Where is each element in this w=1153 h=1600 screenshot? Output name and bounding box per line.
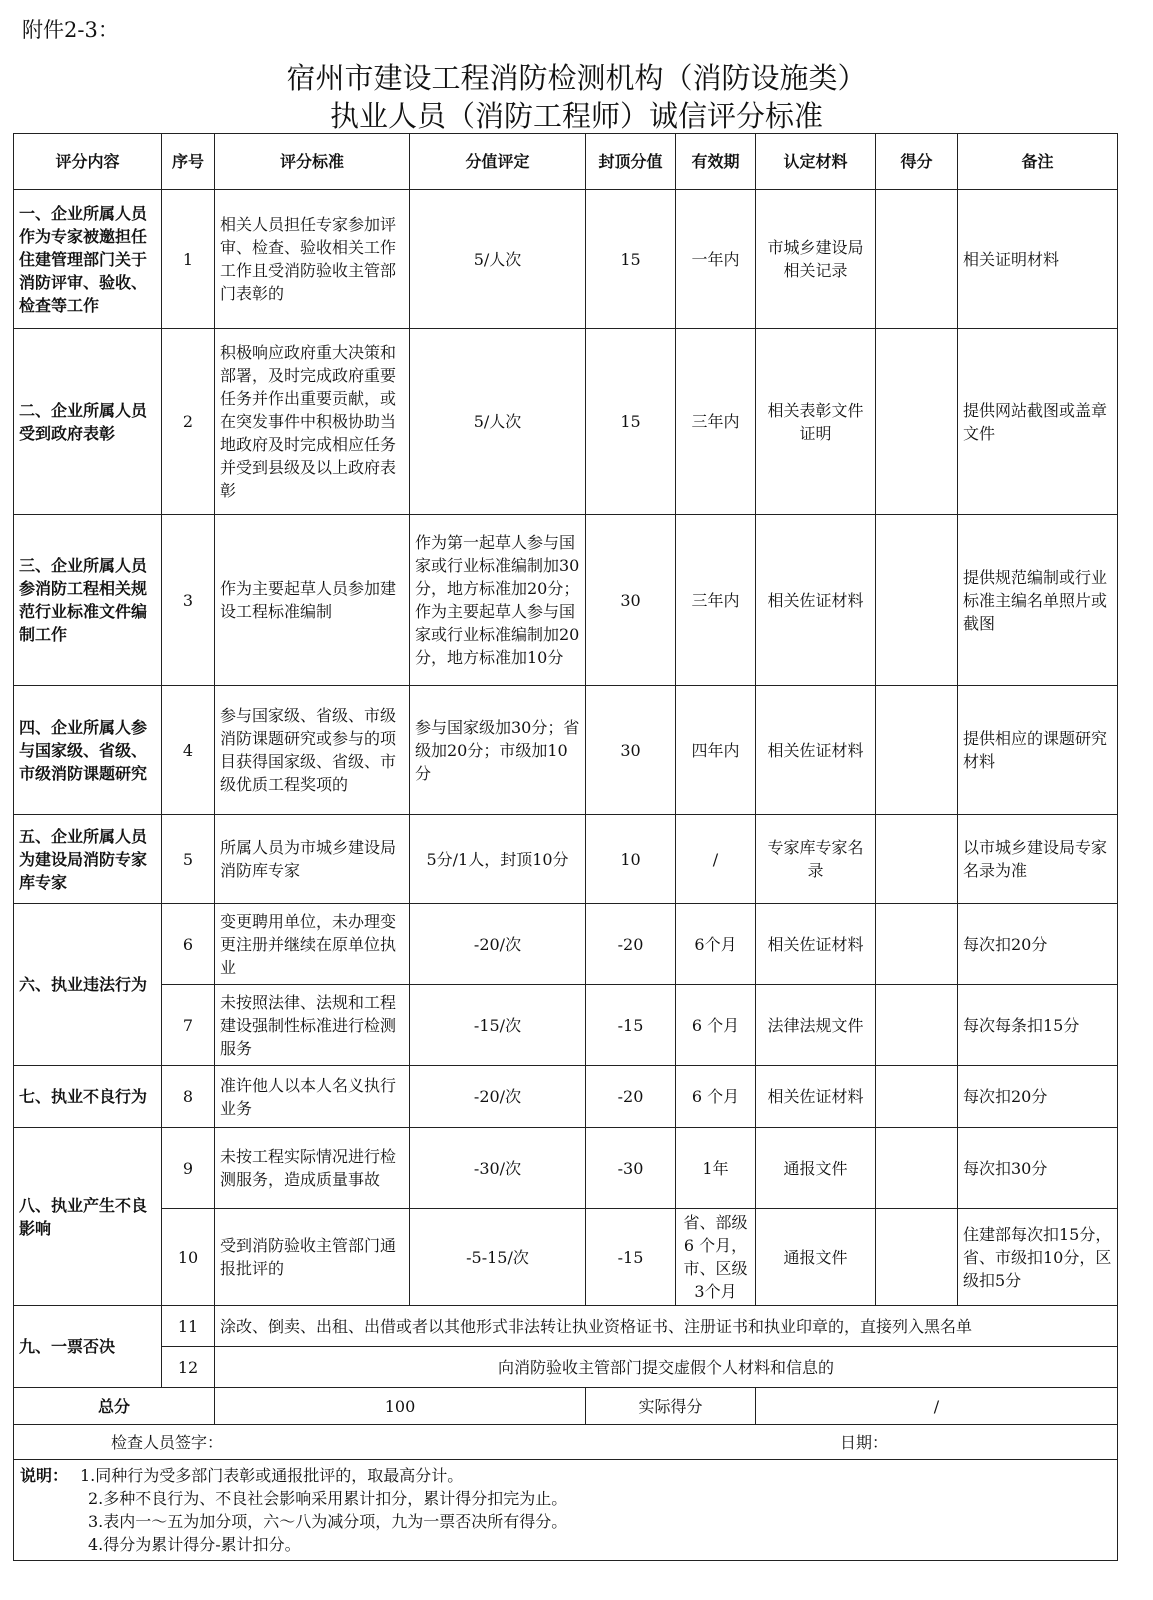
category-cell: 一、企业所属人员作为专家被邀担任住建管理部门关于消防评审、验收、检查等工作 <box>14 190 162 329</box>
material-cell: 相关佐证材料 <box>756 904 876 985</box>
no-cell: 2 <box>162 329 215 515</box>
attachment-label: 附件2-3： <box>22 18 119 42</box>
veto-no-cell: 11 <box>162 1306 215 1347</box>
header-remark: 备注 <box>958 134 1118 190</box>
note-item: 3.表内一～五为加分项，六～八为减分项，九为一票否决所有得分。 <box>88 1512 568 1531</box>
note-item: 4.得分为累计得分-累计扣分。 <box>88 1535 301 1554</box>
header-score: 得分 <box>876 134 958 190</box>
veto-row <box>14 1306 1118 1347</box>
material-cell: 法律法规文件 <box>756 985 876 1066</box>
veto-text-cell: 向消防验收主管部门提交虚假个人材料和信息的 <box>215 1347 1118 1388</box>
material-cell: 专家库专家名录 <box>756 815 876 904</box>
category-cell: 七、执业不良行为 <box>14 1066 162 1128</box>
score-cell[interactable] <box>876 985 958 1066</box>
scoring-cell: -5-15/次 <box>410 1209 586 1306</box>
validity-cell: 省、部级6 个月，市、区级3个月 <box>676 1209 756 1306</box>
standard-cell: 作为主要起草人员参加建设工程标准编制 <box>215 515 410 686</box>
header-row <box>14 134 1118 190</box>
veto-row <box>14 1347 1118 1388</box>
no-cell: 7 <box>162 985 215 1066</box>
table-row <box>14 1066 1118 1128</box>
score-cell[interactable] <box>876 1066 958 1128</box>
actual-score-label: 实际得分 <box>586 1388 756 1425</box>
veto-text-cell: 涂改、倒卖、出租、出借或者以其他形式非法转让执业资格证书、注册证书和执业印章的，直接列入黑名单 <box>215 1306 1118 1347</box>
standard-cell: 变更聘用单位，未办理变更注册并继续在原单位执业 <box>215 904 410 985</box>
scoring-cell: -30/次 <box>410 1128 586 1209</box>
cap-cell: -30 <box>586 1128 676 1209</box>
no-cell: 3 <box>162 515 215 686</box>
category-cell: 六、执业违法行为 <box>14 904 162 1066</box>
standard-cell: 未按工程实际情况进行检测服务，造成质量事故 <box>215 1128 410 1209</box>
category-cell: 四、企业所属人参与国家级、省级、市级消防课题研究 <box>14 686 162 815</box>
remark-cell: 每次扣30分 <box>958 1128 1118 1209</box>
table-row <box>14 686 1118 815</box>
material-cell: 相关表彰文件证明 <box>756 329 876 515</box>
table-row <box>14 1128 1118 1209</box>
note-item: 2.多种不良行为、不良社会影响采用累计扣分，累计得分扣完为止。 <box>88 1489 568 1508</box>
score-cell[interactable] <box>876 1209 958 1306</box>
no-cell: 10 <box>162 1209 215 1306</box>
cap-cell: 10 <box>586 815 676 904</box>
remark-cell: 每次每条扣15分 <box>958 985 1118 1066</box>
cap-cell: 15 <box>586 190 676 329</box>
table-row <box>14 329 1118 515</box>
validity-cell: 6 个月 <box>676 985 756 1066</box>
remark-cell: 相关证明材料 <box>958 190 1118 329</box>
category-cell: 三、企业所属人员参消防工程相关规范行业标准文件编制工作 <box>14 515 162 686</box>
no-cell: 6 <box>162 904 215 985</box>
remark-cell: 住建部每次扣15分，省、市级扣10分，区级扣5分 <box>958 1209 1118 1306</box>
no-cell: 4 <box>162 686 215 815</box>
standard-cell: 相关人员担任专家参加评审、检查、验收相关工作工作且受消防验收主管部门表彰的 <box>215 190 410 329</box>
no-cell: 1 <box>162 190 215 329</box>
total-label: 总分 <box>14 1388 215 1425</box>
remark-cell: 每次扣20分 <box>958 1066 1118 1128</box>
validity-cell: 一年内 <box>676 190 756 329</box>
material-cell: 相关佐证材料 <box>756 686 876 815</box>
table-row <box>14 190 1118 329</box>
scoring-table <box>13 133 1118 1561</box>
scoring-cell: 5/人次 <box>410 190 586 329</box>
score-cell[interactable] <box>876 190 958 329</box>
category-cell: 八、执业产生不良影响 <box>14 1128 162 1306</box>
category-cell: 五、企业所属人员为建设局消防专家库专家 <box>14 815 162 904</box>
total-row <box>14 1388 1118 1425</box>
score-cell[interactable] <box>876 515 958 686</box>
header-validity: 有效期 <box>676 134 756 190</box>
no-cell: 5 <box>162 815 215 904</box>
cap-cell: -20 <box>586 1066 676 1128</box>
header-no: 序号 <box>162 134 215 190</box>
header-cap: 封顶分值 <box>586 134 676 190</box>
scoring-cell: -20/次 <box>410 1066 586 1128</box>
veto-category-cell: 九、一票否决 <box>14 1306 162 1388</box>
notes-row <box>14 1460 1118 1561</box>
no-cell: 9 <box>162 1128 215 1209</box>
score-cell[interactable] <box>876 1128 958 1209</box>
remark-cell: 提供网站截图或盖章文件 <box>958 329 1118 515</box>
validity-cell: / <box>676 815 756 904</box>
table-row <box>14 515 1118 686</box>
standard-cell: 参与国家级、省级、市级消防课题研究或参与的项目获得国家级、省级、市级优质工程奖项的 <box>215 686 410 815</box>
remark-cell: 以市城乡建设局专家名录为准 <box>958 815 1118 904</box>
cap-cell: 30 <box>586 515 676 686</box>
scoring-cell: 5分/1人，封顶10分 <box>410 815 586 904</box>
actual-score-value[interactable]: / <box>756 1388 1118 1425</box>
material-cell: 通报文件 <box>756 1128 876 1209</box>
validity-cell: 6 个月 <box>676 1066 756 1128</box>
score-cell[interactable] <box>876 329 958 515</box>
validity-cell: 1年 <box>676 1128 756 1209</box>
page-title-line1: 宿州市建设工程消防检测机构（消防设施类） <box>286 61 867 95</box>
category-cell: 二、企业所属人员受到政府表彰 <box>14 329 162 515</box>
total-value: 100 <box>215 1388 586 1425</box>
score-cell[interactable] <box>876 686 958 815</box>
scoring-cell: 参与国家级加30分；省级加20分；市级加10分 <box>410 686 586 815</box>
validity-cell: 四年内 <box>676 686 756 815</box>
cap-cell: -15 <box>586 1209 676 1306</box>
material-cell: 通报文件 <box>756 1209 876 1306</box>
cap-cell: -15 <box>586 985 676 1066</box>
remark-cell: 每次扣20分 <box>958 904 1118 985</box>
validity-cell: 三年内 <box>676 515 756 686</box>
notes-label: 说明： <box>20 1466 69 1485</box>
table-row <box>14 985 1118 1066</box>
remark-cell: 提供规范编制或行业标准主编名单照片或截图 <box>958 515 1118 686</box>
score-cell[interactable] <box>876 815 958 904</box>
material-cell: 市城乡建设局相关记录 <box>756 190 876 329</box>
standard-cell: 未按照法律、法规和工程建设强制性标准进行检测服务 <box>215 985 410 1066</box>
scoring-cell: 5/人次 <box>410 329 586 515</box>
veto-no-cell: 12 <box>162 1347 215 1388</box>
cap-cell: -20 <box>586 904 676 985</box>
validity-cell: 三年内 <box>676 329 756 515</box>
header-standard: 评分标准 <box>215 134 410 190</box>
standard-cell: 受到消防验收主管部门通报批评的 <box>215 1209 410 1306</box>
table-row <box>14 815 1118 904</box>
material-cell: 相关佐证材料 <box>756 1066 876 1128</box>
inspector-signature-label: 检查人员签字： <box>111 1432 224 1452</box>
cap-cell: 30 <box>586 686 676 815</box>
header-material: 认定材料 <box>756 134 876 190</box>
no-cell: 8 <box>162 1066 215 1128</box>
page-title-line2: 执业人员（消防工程师）诚信评分标准 <box>329 99 823 133</box>
score-cell[interactable] <box>876 904 958 985</box>
header-scoring: 分值评定 <box>410 134 586 190</box>
validity-cell: 6个月 <box>676 904 756 985</box>
scoring-cell: -15/次 <box>410 985 586 1066</box>
date-label: 日期： <box>840 1432 889 1452</box>
signature-row <box>14 1425 1118 1460</box>
scoring-cell: 作为第一起草人参与国家或行业标准编制加30分，地方标准加20分；作为主要起草人参与国家或行业标准编制加20分，地方标准加10分 <box>410 515 586 686</box>
scoring-cell: -20/次 <box>410 904 586 985</box>
table-row <box>14 1209 1118 1306</box>
cap-cell: 15 <box>586 329 676 515</box>
remark-cell: 提供相应的课题研究材料 <box>958 686 1118 815</box>
material-cell: 相关佐证材料 <box>756 515 876 686</box>
standard-cell: 所属人员为市城乡建设局消防库专家 <box>215 815 410 904</box>
standard-cell: 积极响应政府重大决策和部署，及时完成政府重要任务并作出重要贡献，或在突发事件中积极协助当地政府及时完成相应任务并受到县级及以上政府表彰 <box>215 329 410 515</box>
standard-cell: 准许他人以本人名义执行业务 <box>215 1066 410 1128</box>
table-row <box>14 904 1118 985</box>
header-category: 评分内容 <box>14 134 162 190</box>
note-item: 1.同种行为受多部门表彰或通报批评的，取最高分计。 <box>80 1466 464 1485</box>
